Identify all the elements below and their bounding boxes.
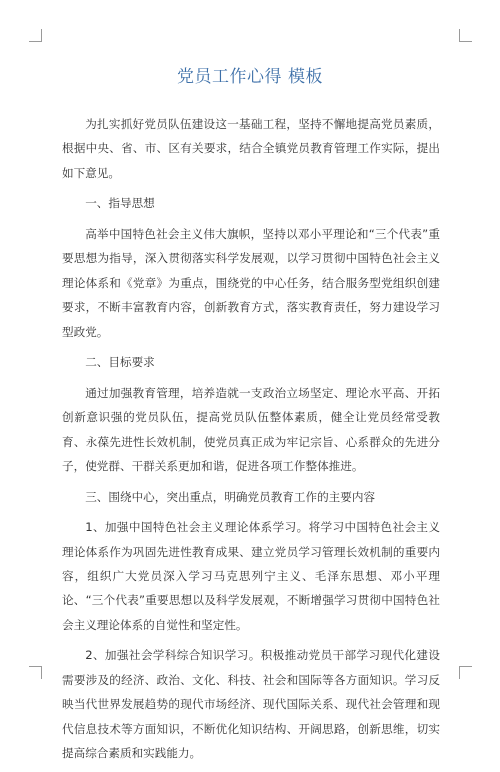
- document-title: 党员工作心得 模板: [177, 67, 323, 87]
- intro-paragraph: 为扎实抓好党员队伍建设这一基础工程，坚持不懈地提高党员素质，根据中央、省、市、区有关要求，结合全镇党员教育管理工作实际，提出如下意见。: [62, 117, 440, 180]
- goals-paragraph: 通过加强教育管理，培养造就一支政治立场坚定、理论水平高、开拓创新意识强的党员队伍，提高党员队伍整体素质，健全让党员经常受教育、永葆先进性长效机制，使党员真正成为牢记宗旨、心系群众的先进分子，使党群、干群关系更加和谐，促进各项工作整体推进。: [62, 385, 440, 474]
- section-heading-main-content: 三、围绕中心，突出重点，明确党员教育工作的主要内容: [85, 489, 376, 504]
- section-heading-goals: 二、目标要求: [85, 355, 155, 370]
- crop-mark-top-right: [459, 29, 472, 42]
- crop-mark-top-left: [29, 29, 42, 42]
- guiding-ideology-paragraph: 高举中国特色社会主义伟大旗帜，坚持以邓小平理论和“三个代表”重要思想为指导，深入贯彻落实科学发展观，以学习贯彻中国特色社会主义理论体系和《党章》为重点，围绕党的中心任务，结合服务型党组织创建要求，不断丰富教育内容，创新教育方式，落实教育责任，努力建设学习型政党。: [62, 227, 440, 339]
- document-body: [62, 112, 440, 772]
- crop-mark-bottom-right: [459, 666, 472, 679]
- section-heading-guiding-ideology: 一、指导思想: [85, 196, 155, 211]
- crop-mark-bottom-left: [29, 666, 42, 679]
- social-science-study-paragraph: 2、加强社会学科综合知识学习。积极推动党员干部学习现代化建设需要涉及的经济、政治、文化、科技、社会和国际等各方面知识。学习反映当代世界发展趋势的现代市场经济、现代国际关系、现代社会管理和现代信息技术等方面知识，不断优化知识结构、开阔思路，创新思维，切实提高综合素质和实践能力。: [62, 648, 440, 761]
- theory-study-paragraph: 1、加强中国特色社会主义理论体系学习。将学习中国特色社会主义理论体系作为巩固先进性教育成果、建立党员学习管理长效机制的重要内容，组织广大党员深入学习马克思列宁主义、毛泽东思想、邓小平理论、“三个代表”重要思想以及科学发展观，不断增强学习贯彻中国特色社会主义理论体系的自觉性和坚定性。: [62, 520, 440, 632]
